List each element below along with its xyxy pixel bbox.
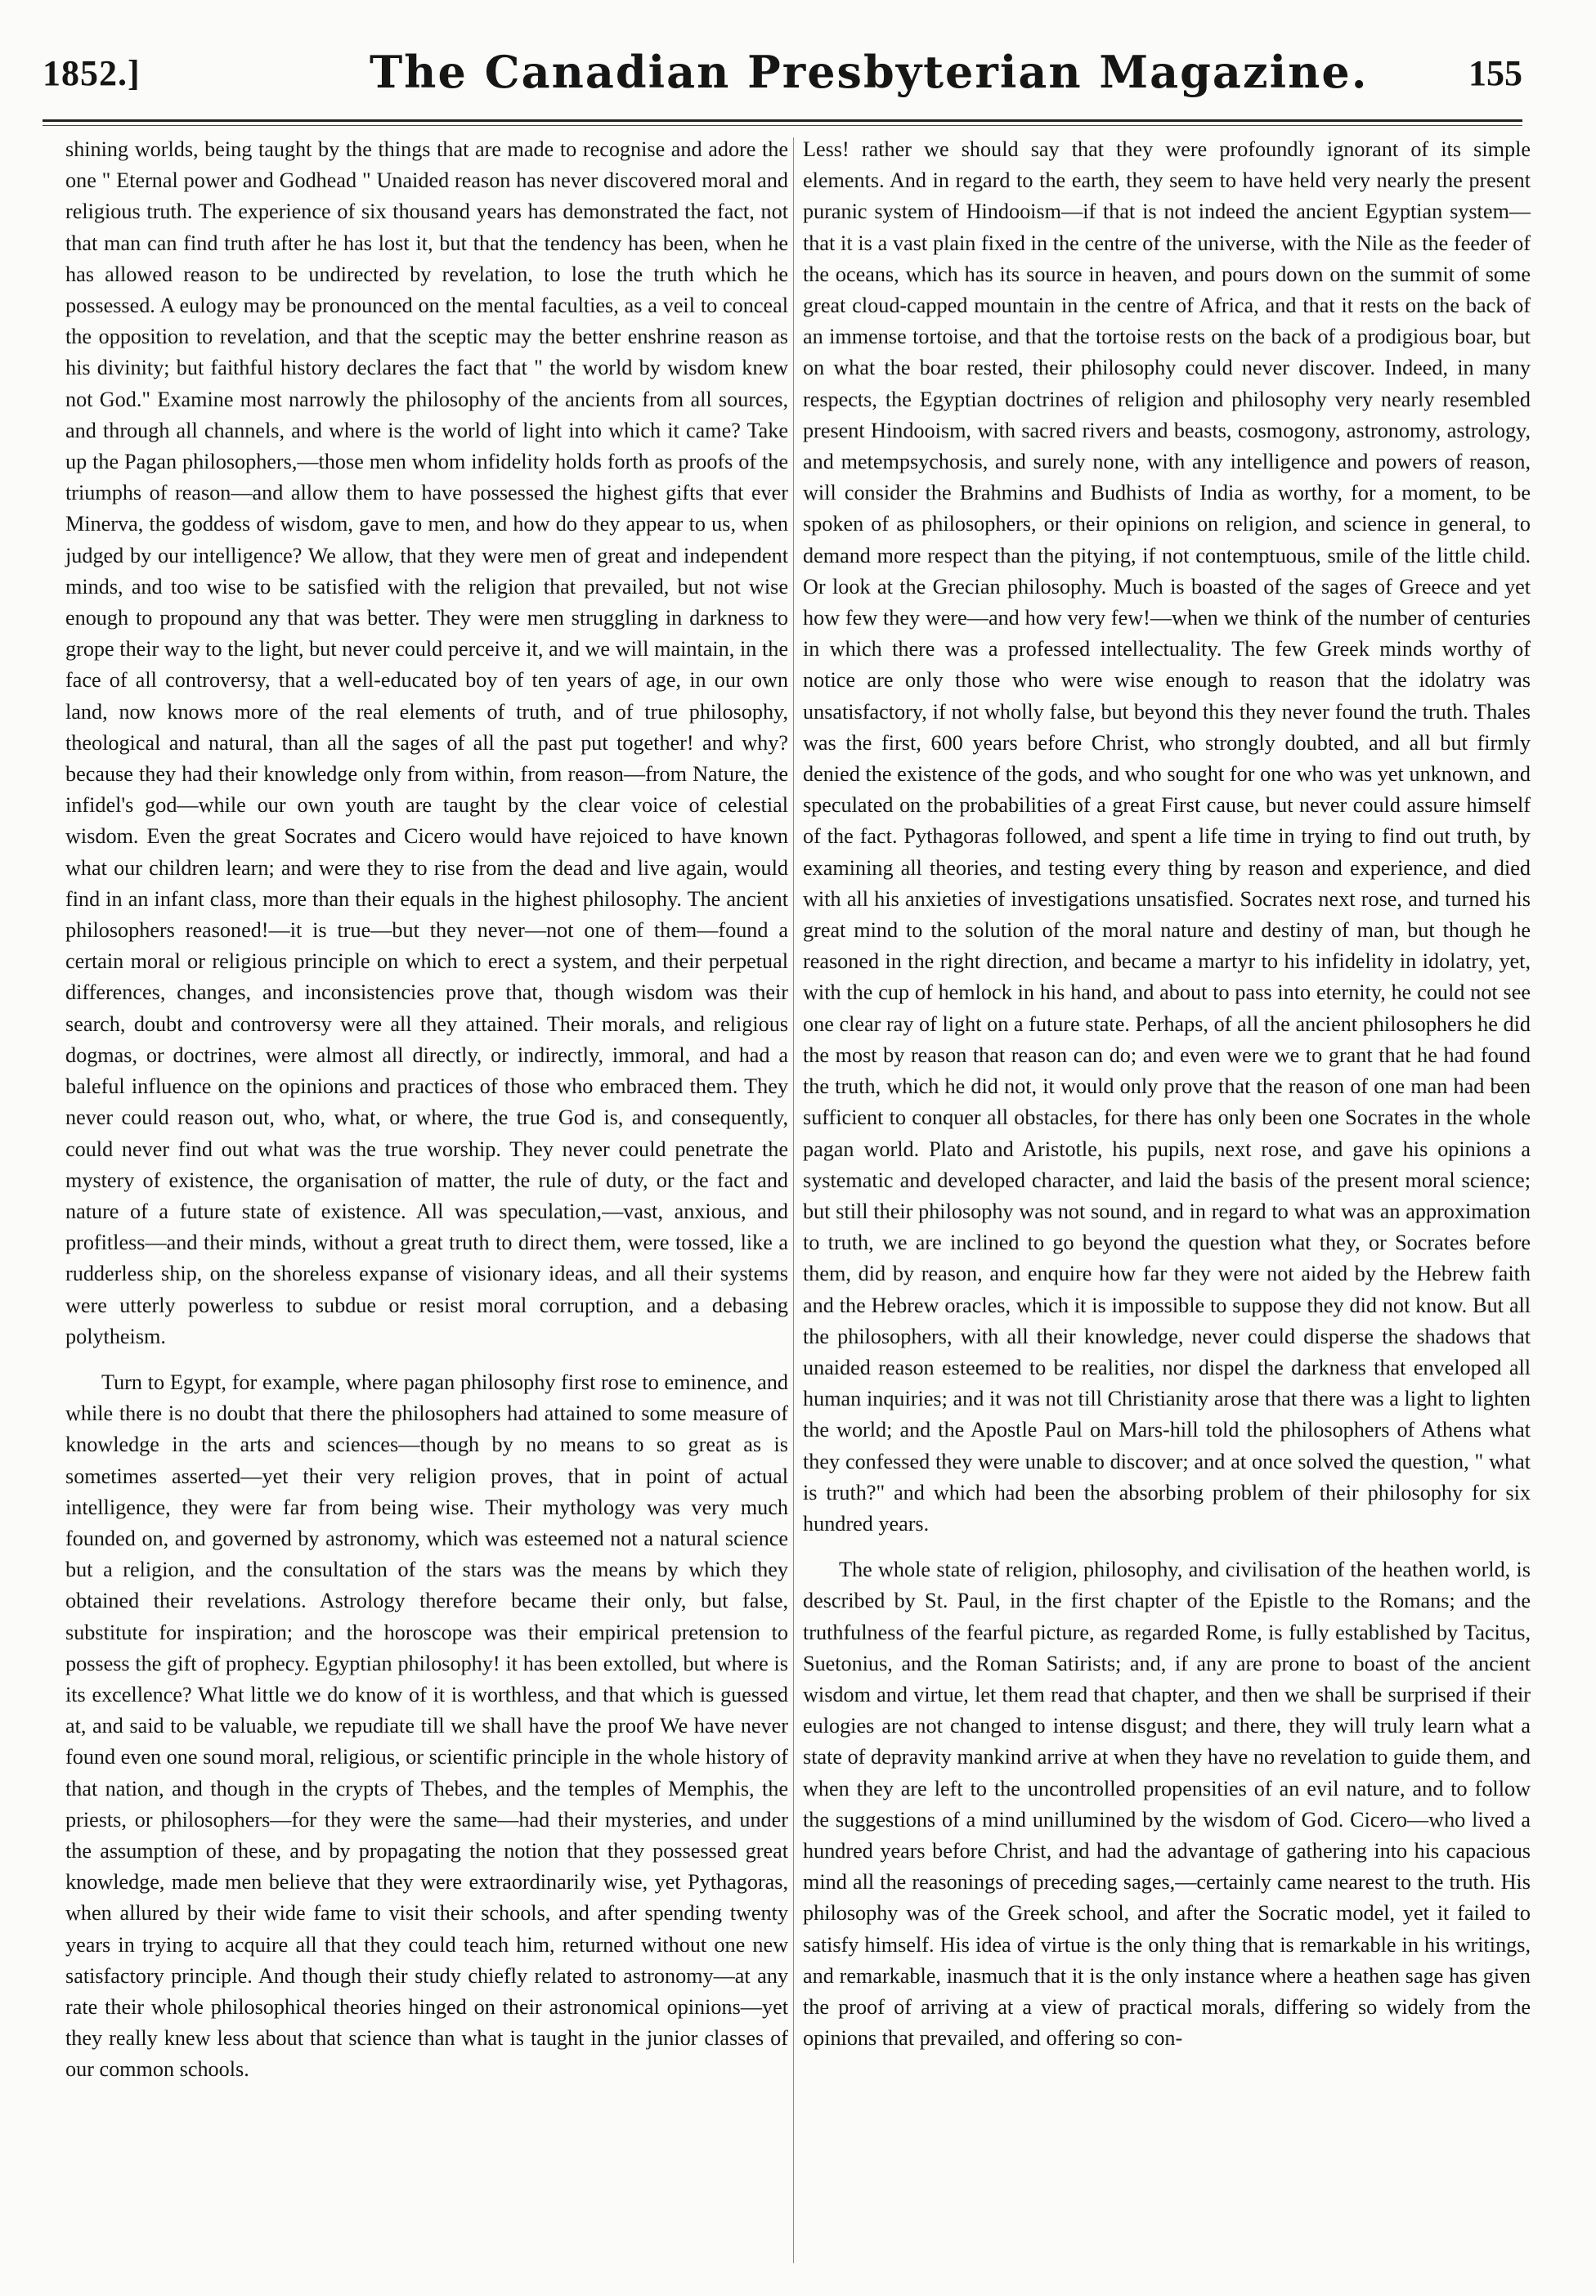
right-paragraph-2: The whole state of religion, philosophy, and civilisation of the heathen world, is described by St. Paul, in the first chapter of the Epistle to the Romans; and the truthfulness of the fearful picture, as regarded Rome, is fully established by Tacitus, Suetonius, and the Roman Satirists; and, if any are prone to boast of the ancient wisdom and virtue, let them read that chapter, and then we shall be surprised if their eulogies are not changed to intense disgust; and there, they will truly learn what a state of depravity mankind arrive at when they have no revelation to guide them, and when they are left to the uncontrolled propensities of an evil nature, and to follow the suggestions of a mind unillumined by the wisdom of God. Cicero—who lived a hundred years before Christ, and had the advantage of gathering into his capacious mind all the reasonings of preceding sages,—certainly came nearest to the truth. His philosophy was of the Greek school, and after the Socratic model, yet it failed to satisfy himself. His idea of virtue is the only thing that is remarkable in his writings, and remarkable, inasmuch that it is the only instance where a heathen sage has given the proof of arriving at a view of practical morals, differing so widely from the opinions that prevailed, and offering so con- <box>803 1558 1531 2051</box>
header-rule <box>43 119 1522 122</box>
right-paragraph-1: Less! rather we should say that they were profoundly ignorant of its simple elements. And in regard to the earth, they seem to have held very nearly the present puranic system of Hindooism—if that is not indeed the ancient Egyptian system—that it is a vast plain fixed in the centre of the universe, with the Nile as the feeder of the oceans, which has its source in heaven, and pours down on the summit of some great cloud-capped mountain in the centre of Africa, and that it rests on the back of an immense tortoise, and that the tortoise rests on the back of a prodigious boar, but on what the boar rested, their philosophy could never discover. Indeed, in many respects, the Egyptian doctrines of religion and philosophy very nearly resembled present Hindooism, with sacred rivers and beasts, cosmogony, astronomy, astrology, and metempsychosis, and surely none, with any intelligence and powers of reason, will consider the Brahmins and Budhists of India as worthy, for a moment, to be spoken of as philosophers, or their opinions on religion, and science in general, to demand more respect than the pitying, if not contemptuous, smile of the little child. Or look at the Grecian philosophy. Much is boasted of the sages of Greece and yet how few they were—and how very few!—when we think of the number of centuries in which there was a professed intellectuality. The few Greek minds worthy of notice are only those who were wise enough to reason that the idolatry was unsatisfactory, if not wholly false, but beyond this they never found the truth. Thales was the first, 600 years before Christ, who strongly doubted, and all but firmly denied the existence of the gods, and who sought for one who was yet unknown, and speculated on the probabilities of a great First cause, but never could assure himself of the fact. Pythagoras followed, and spent a life time in trying to find out truth, by examining all theories, and testing every thing by reason and experience, and died with all his anxieties of investigations unsatisfied. Socrates next rose, and turned his great mind to the solution of the moral nature and destiny of man, but though he reasoned in the right direction, and became a martyr to his infidelity in idolatry, yet, with the cup of hemlock in his hand, and about to pass into eternity, he could not see one clear ray of light on a future state. Perhaps, of all the ancient philosophers he did the most by reason that reason can do; and even were we to grant that he had found the truth, which he did not, it would only prove that the reason of one man had been sufficient to conquer all obstacles, for there has only been one Socrates in the whole pagan world. Plato and Aristotle, his pupils, next rose, and gave his opinions a systematic and developed character, and laid the basis of the present moral science; but still their philosophy was not sound, and in regard to what was an approximation to truth, we are inclined to go beyond the question what they, or Socrates before them, did by reason, and enquire how far they were not aided by the Hebrew faith and the Hebrew oracles, which it is impossible to suppose they did not know. But all the philosophers, with all their knowledge, never could disperse the shadows that unaided reason esteemed to be realities, nor dispel the darkness that enveloped all human inquiries; and it was not till Christianity arose that there was a light to lighten the world; and the Apostle Paul on Mars-hill told the philosophers of Athens what they confessed they were unable to discover; and at once solved the question, " what is truth?" and which had been the absorbing problem of their philosophy for six hundred years. <box>803 137 1531 1536</box>
magazine-title: The Canadian Presbyterian Magazine. <box>370 46 1369 98</box>
page-header <box>43 46 1522 111</box>
header-year: 1852.] <box>43 53 141 93</box>
left-column <box>65 134 788 2086</box>
header-rule-thin <box>43 125 1522 126</box>
right-column <box>803 134 1531 2054</box>
left-paragraph-1: shining worlds, being taught by the things that are made to recognise and adore the one " Eternal power and Godhead " Unaided reason has never discovered moral and religious truth. The experience of six thousand years has demonstrated the fact, not that man can find truth after he has lost it, but that the tendency has been, when he has allowed reason to be undirected by revelation, to lose the truth which he possessed. A eulogy may be pronounced on the mental faculties, as a veil to conceal the opposition to revelation, and that the sceptic may the better enshrine reason as his divinity; but faithful history declares the fact that " the world by wisdom knew not God." Examine most narrowly the philosophy of the ancients from all sources, and through all channels, and where is the world of light into which it came? Take up the Pagan philosophers,—those men whom infidelity holds forth as proofs of the triumphs of reason—and allow them to have possessed the highest gifts that ever Minerva, the goddess of wisdom, gave to men, and how do they appear to us, when judged by our intelligence? We allow, that they were men of great and independent minds, and too wise to be satisfied with the religion that prevailed, but not wise enough to propound any that was better. They were men struggling in darkness to grope their way to the light, but never could perceive it, and we will maintain, in the face of all controversy, that a well-educated boy of ten years of age, in our own land, now knows more of the real elements of truth, and of true philosophy, theological and natural, than all the sages of all the past put together! and why? because they had their knowledge only from within, from reason—from Nature, the infidel's god—while our own youth are taught by the clear voice of celestial wisdom. Even the great Socrates and Cicero would have rejoiced to have known what our children learn; and were they to rise from the dead and live again, would find in an infant class, more than their equals in the highest philosophy. The ancient philosophers reasoned!—it is true—but they never—not one of them—found a certain moral or religious principle on which to erect a system, and their perpetual differences, changes, and inconsistencies prove that, though wisdom was their search, doubt and controversy were all they attained. Their morals, and religious dogmas, or doctrines, were almost all directly, or indirectly, immoral, and had a baleful influence on the opinions and practices of those who embraced them. They never could reason out, who, what, or where, the true God is, and consequently, could never find out what was the true worship. They never could penetrate the mystery of existence, the organisation of matter, the rule of duty, or the fact and nature of a future state of existence. All was speculation,—vast, anxious, and profitless—and their minds, without a great truth to direct them, were tossed, like a rudderless ship, on the shoreless expanse of visionary ideas, and all their systems were utterly powerless to subdue or resist moral corruption, and a debasing polytheism. <box>65 137 788 1348</box>
left-paragraph-2: Turn to Egypt, for example, where pagan philosophy first rose to eminence, and while there is no doubt that there the philosophers had attained to some measure of knowledge in the arts and sciences—though by no means to so great as is sometimes asserted—yet their very religion proves, that in point of actual intelligence, they were far from being wise. Their mythology was very much founded on, and governed by astronomy, which was esteemed not a natural science but a religion, and the consultation of the stars was the means by which they obtained their revelations. Astrology therefore became their only, but false, substitute for inspiration; and the horoscope was their empirical pretension to possess the gift of prophecy. Egyptian philosophy! it has been extolled, but where is its excellence? What little we do know of it is worthless, and that which is guessed at, and said to be valuable, we repudiate till we shall have the proof We have never found even one sound moral, religious, or scientific principle in the whole history of that nation, and though in the crypts of Thebes, and the temples of Memphis, the priests, or philosophers—for they were the same—had their mysteries, and under the assumption of these, and by propagating the notion that they possessed great knowledge, made men believe that they were extraordinarily wise, yet Pythagoras, when allured by their wide fame to visit their schools, and after spending twenty years in trying to acquire all that they could teach him, returned without one new satisfactory principle. And though their study chiefly related to astronomy—at any rate their whole philosophical theories hinged on their astronomical opinions—yet they really knew less about that science than what is taught in the junior classes of our common schools. <box>65 1370 788 2082</box>
page-number: 155 <box>1468 53 1522 93</box>
column-divider <box>793 137 794 2263</box>
